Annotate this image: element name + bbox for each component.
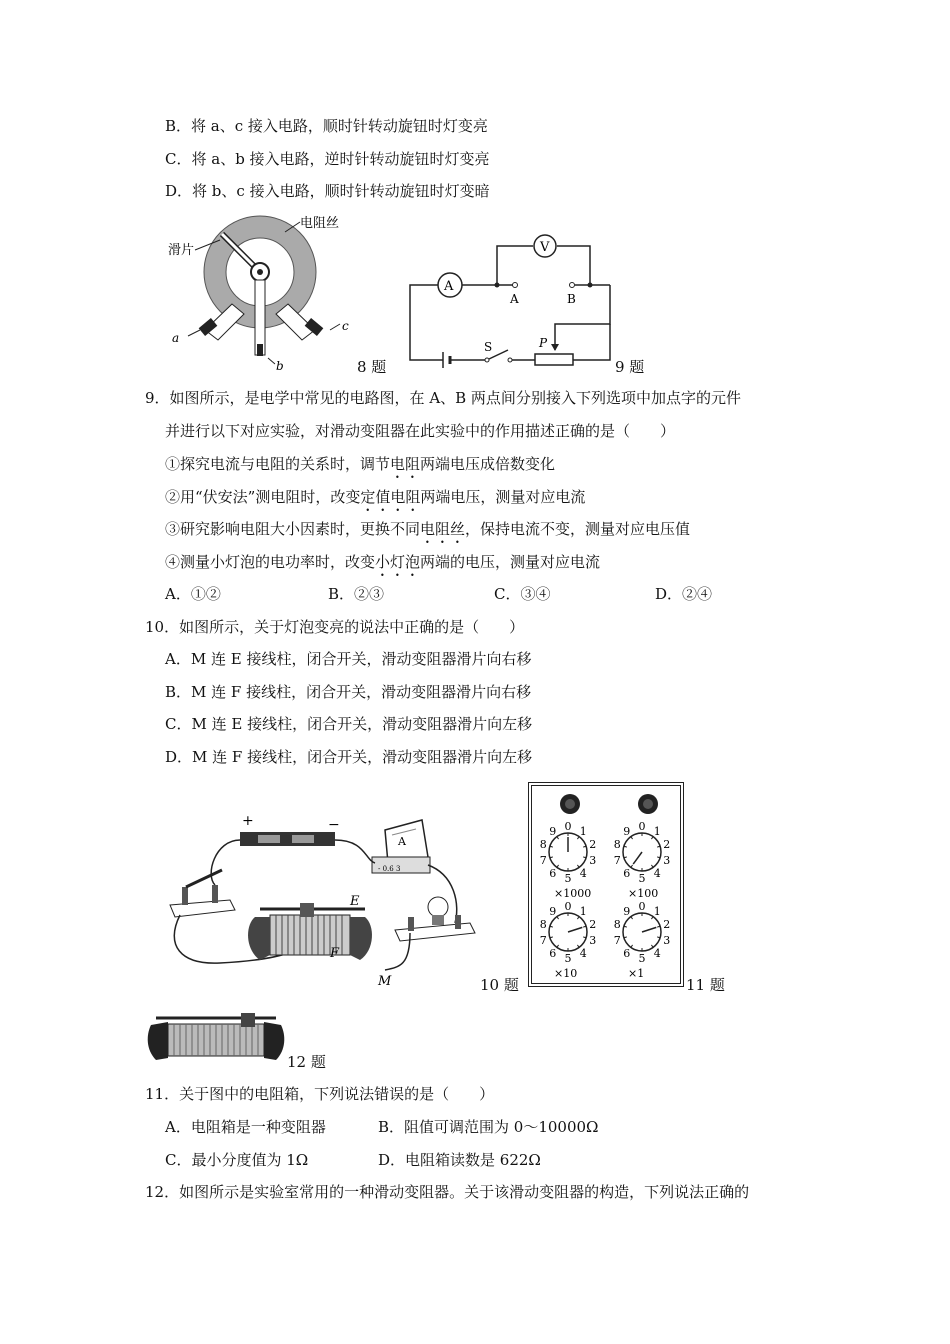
q11-option-a: A．电阻箱是一种变阻器 bbox=[165, 1118, 326, 1136]
dial-digit: 6 bbox=[549, 947, 557, 960]
q9-statement-1: ①探究电流与电阻的关系时，调节电阻两端电压成倍数变化 bbox=[165, 455, 556, 473]
terminal-a-label: a bbox=[172, 331, 180, 345]
dial-digit: 4 bbox=[579, 947, 587, 960]
dial-digit: 6 bbox=[623, 947, 631, 960]
dial-digit: 1 bbox=[579, 825, 587, 838]
dial-digit: 2 bbox=[589, 918, 597, 931]
q11-option-c: C．最小分度值为 1Ω bbox=[165, 1151, 309, 1169]
dial-digit: 8 bbox=[613, 918, 621, 931]
figure-12-rheostat bbox=[146, 1010, 286, 1065]
dial-digit: 3 bbox=[589, 854, 597, 867]
dial-digit: 0 bbox=[564, 900, 572, 913]
dial-digit: 7 bbox=[539, 854, 547, 867]
figure-8-potentiometer bbox=[160, 212, 380, 377]
q9-stem-line1: 9．如图所示，是电学中常见的电路图，在 A、B 两点间分别接入下列选项中加点字的元件 bbox=[145, 389, 741, 407]
q9-statement-2: ②用“伏安法”测电阻时，改变定值电阻两端电压，测量对应电流 bbox=[165, 488, 586, 506]
terminal-b-strip bbox=[255, 280, 265, 355]
wire-m-label: M bbox=[378, 974, 392, 989]
resistance-wire-label: 电阻丝 bbox=[300, 216, 340, 231]
dial-digit: 8 bbox=[539, 918, 547, 931]
q8-option-b: B．将 a、c 接入电路，顺时针转动旋钮时灯变亮 bbox=[165, 117, 488, 135]
dial-digit: 3 bbox=[663, 854, 671, 867]
q9-option-b: B．②③ bbox=[328, 585, 385, 603]
dial-digit: 9 bbox=[549, 825, 557, 838]
dial-digit: 3 bbox=[663, 934, 671, 947]
dial-digit: 7 bbox=[613, 934, 621, 947]
dial-digit: 2 bbox=[663, 918, 671, 931]
q11-option-d: D．电阻箱读数是 622Ω bbox=[378, 1151, 541, 1169]
q11-stem: 11．关于图中的电阻箱，下列说法错误的是（ ） bbox=[145, 1085, 495, 1103]
terminal-c-label: c bbox=[342, 319, 349, 333]
dial-digit: 7 bbox=[539, 934, 547, 947]
dial-digit: 2 bbox=[663, 838, 671, 851]
point-b-label: B bbox=[567, 292, 576, 306]
q10-option-d: D．M 连 F 接线柱，闭合开关，滑动变阻器滑片向左移 bbox=[165, 748, 533, 766]
dial-digit: 4 bbox=[653, 867, 661, 880]
figure-10-caption: 10 题 bbox=[480, 976, 519, 994]
q9-stem-line2: 并进行以下对应实验，对滑动变阻器在此实验中的作用描述正确的是（ ） bbox=[165, 422, 676, 440]
slider-label: 滑片 bbox=[168, 243, 195, 258]
resistance-box-dials bbox=[532, 786, 680, 983]
q10-option-b: B．M 连 F 接线柱，闭合开关，滑动变阻器滑片向右移 bbox=[165, 683, 532, 701]
figure-9-circuit bbox=[405, 228, 620, 368]
dial-digit: 6 bbox=[623, 867, 631, 880]
ammeter-device bbox=[372, 820, 430, 873]
figure-11-caption: 11 题 bbox=[686, 976, 725, 994]
figure-12-caption: 12 题 bbox=[287, 1053, 326, 1071]
dial-digit: 0 bbox=[638, 820, 646, 833]
terminal-f-label: F bbox=[330, 946, 340, 961]
q11-option-b: B．阻值可调范围为 0～10000Ω bbox=[378, 1118, 599, 1136]
q9-option-d: D．②④ bbox=[655, 585, 713, 603]
resistance-box bbox=[528, 782, 684, 987]
battery-pack bbox=[240, 832, 335, 846]
battery-minus-label: − bbox=[328, 817, 340, 833]
dial-digit: 5 bbox=[638, 872, 646, 885]
q9-option-a: A．①② bbox=[165, 585, 221, 603]
ammeter-scale: - 0.6 3 bbox=[378, 865, 401, 873]
dial-digit: 9 bbox=[623, 825, 631, 838]
q10-stem: 10．如图所示，关于灯泡变亮的说法中正确的是（ ） bbox=[145, 618, 525, 636]
q9-statement-4: ④测量小灯泡的电功率时，改变小灯泡两端的电压，测量对应电流 bbox=[165, 553, 601, 571]
dial-digit: 9 bbox=[623, 905, 631, 918]
point-a-label: A bbox=[510, 292, 519, 306]
figure-10-apparatus bbox=[160, 805, 480, 995]
dial-digit: 0 bbox=[638, 900, 646, 913]
dial-digit: 2 bbox=[589, 838, 597, 851]
dial-digit: 5 bbox=[564, 872, 572, 885]
terminal-b-label: b bbox=[276, 359, 284, 373]
dial-digit: 4 bbox=[579, 867, 587, 880]
q9-statement-3: ③研究影响电阻大小因素时，更换不同电阻丝，保持电流不变，测量对应电压值 bbox=[165, 520, 691, 538]
switch-label: S bbox=[484, 340, 493, 354]
dial-digit: 3 bbox=[589, 934, 597, 947]
rheostat bbox=[535, 354, 573, 365]
q10-option-c: C．M 连 E 接线柱，闭合开关，滑动变阻器滑片向左移 bbox=[165, 715, 533, 733]
dial-digit: 8 bbox=[613, 838, 621, 851]
lamp-device bbox=[395, 897, 475, 941]
ammeter-label: A bbox=[444, 279, 454, 294]
dial-digit: 5 bbox=[564, 952, 572, 965]
dial-multiplier: ×100 bbox=[628, 887, 659, 900]
dial-digit: 1 bbox=[653, 825, 661, 838]
ammeter-symbol: A bbox=[398, 835, 406, 848]
dial-multiplier: ×1000 bbox=[554, 887, 592, 900]
dial-digit: 1 bbox=[579, 905, 587, 918]
dial-multiplier: ×1 bbox=[628, 967, 645, 980]
battery-plus-label: + bbox=[242, 813, 254, 829]
q8-option-d: D．将 b、c 接入电路，顺时针转动旋钮时灯变暗 bbox=[165, 182, 490, 200]
switch-device bbox=[170, 870, 235, 917]
rheostat-device bbox=[248, 903, 372, 960]
dial-digit: 7 bbox=[613, 854, 621, 867]
q10-option-a: A．M 连 E 接线柱，闭合开关，滑动变阻器滑片向右移 bbox=[165, 650, 532, 668]
rheostat-label: P bbox=[539, 336, 548, 350]
q9-option-c: C．③④ bbox=[494, 585, 551, 603]
figure-9-caption: 9 题 bbox=[615, 358, 645, 376]
dial-digit: 8 bbox=[539, 838, 547, 851]
dial-digit: 0 bbox=[564, 820, 572, 833]
dial-digit: 6 bbox=[549, 867, 557, 880]
dial-multiplier: ×10 bbox=[554, 967, 578, 980]
dial-digit: 9 bbox=[549, 905, 557, 918]
voltmeter-label: V bbox=[540, 240, 550, 255]
terminal-e-label: E bbox=[350, 894, 360, 909]
figure-8-caption: 8 题 bbox=[357, 358, 387, 376]
dial-digit: 4 bbox=[653, 947, 661, 960]
dial-digit: 5 bbox=[638, 952, 646, 965]
q12-stem: 12．如图所示是实验室常用的一种滑动变阻器。关于该滑动变阻器的构造，下列说法正确的 bbox=[145, 1183, 750, 1201]
dial-digit: 1 bbox=[653, 905, 661, 918]
q8-option-c: C．将 a、b 接入电路，逆时针转动旋钮时灯变亮 bbox=[165, 150, 490, 168]
